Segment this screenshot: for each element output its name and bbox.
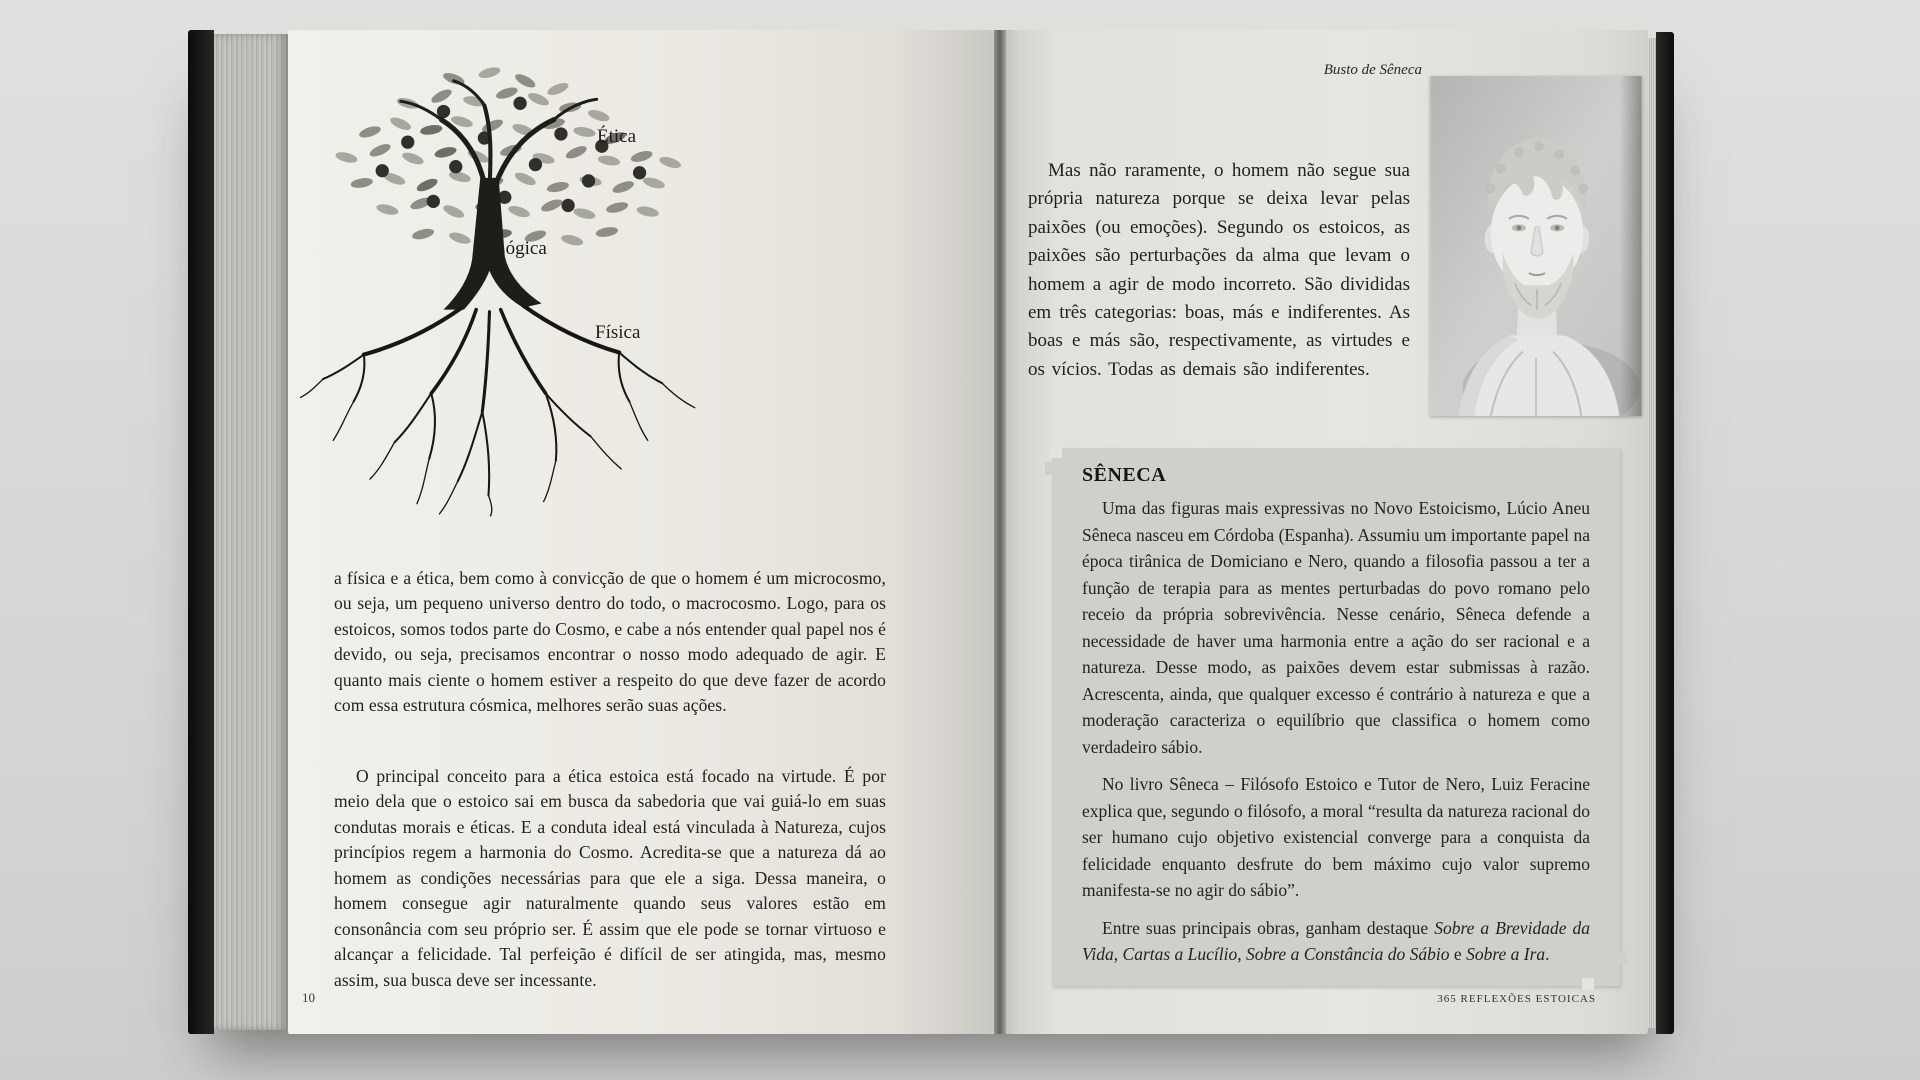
left-page-paragraph-2: O principal conceito para a ética estoica está focado na virtude. É por meio dela que o estoico sai em busca da sabedoria que vai guiá-lo em suas condutas morais e éticas. E a conduta ideal está vinculada à Natureza, cujos princípios regem a harmonia do Cosmo. Acredita-se que a natureza dá ao homem as condições necessárias para que ele a siga. Dessa maneira, o homem consegue agir naturalmente quando seus valores estão em consonância com seu próprio ser. É assim que ele pode se tornar virtuoso e alcançar a felicidade. Tal perfeição é difícil de ser atingida, mas, mesmo assim, sua busca deve ser incessante. [334, 765, 886, 990]
seneca-box-paragraph-3 [1082, 915, 1590, 968]
book-cover-left-edge [188, 30, 214, 1034]
seneca-box-paragraph-2: No livro Sêneca – Filósofo Estoico e Tutor de Nero, Luiz Feracine explica que, segundo o filósofo, a moral “resulta da natureza racional do ser humano cujo objetivo existencial converge para a conquista da felicidade enquanto desfrute do bem máximo cujo valor supremo manifesta-se no agir do sábio”. [1082, 774, 1590, 900]
page-stack-edges-right [1648, 38, 1656, 1028]
works-separator-1: , [1113, 944, 1123, 964]
running-footer: 365 REFLEXÕES ESTOICAS [1437, 993, 1596, 1005]
left-page-paragraph-1: a física e a ética, bem como à convicção de que o homem é um microcosmo, ou seja, um pequeno universo dentro do todo, o macrocosmo. Logo, para os estoicos, somos todos parte do Cosmo, e cabe a nós entender qual papel nos é devido, ou seja, precisamos encontrar o nosso modo adequado de agir. E quanto mais ciente o homem estiver a respeito do que deve fazer de acordo com essa estrutura cósmica, melhores serão suas ações. [334, 567, 886, 715]
page-number: 10 [302, 990, 315, 1005]
right-page-paragraph-1: Mas não raramente, o homem não segue sua própria natureza porque se deixa levar pelas paixões (ou emoções). Segundo os estoicos, as paixões são perturbações da alma que levam o homem a agir de modo incorreto. São divididas em três categorias: boas, más e indiferentes. As boas e más são, respectivamente, as virtudes e os vícios. Todas as demais são indiferentes. [1028, 160, 1410, 380]
stoicism-tree-illustration [290, 40, 740, 520]
works-period: . [1545, 944, 1550, 964]
works-separator-2: , [1237, 944, 1247, 964]
book-gutter-crease [994, 30, 1006, 1034]
tree-label-etica: Ética [597, 126, 637, 147]
seneca-box-paragraph-1: Uma das figuras mais expressivas no Novo Estoicismo, Lúcio Aneu Sêneca nasceu em Córdoba (Espanha). Assumiu um importante papel na época tirânica de Domiciano e Nero, quando a filosofia passou a ter a função de terapia para as mentes perturbadas do povo romano pelo receio da própria sobrevivência. Nesse cenário, Sêneca defende a necessidade de haver uma harmonia entre a ação do ser racional e a natureza. Desse modo, as paixões devem estar submissas à razão. Acrescenta, ainda, que qualquer excesso é contrário à natureza e que a moderação caracteriza o equilíbrio que classifica o homem como verdadeiro sábio. [1082, 498, 1590, 757]
book-cover-right-edge [1656, 32, 1674, 1034]
box-corner-notch-top-left [1050, 446, 1062, 458]
tree-trunk [401, 81, 597, 310]
book-title-cartas-a-lucilio: Cartas a Lucílio [1122, 944, 1238, 964]
seneca-bust-photo [1430, 76, 1642, 416]
book-title-sobre-a-ira: Sobre a Ira [1466, 944, 1546, 964]
works-intro: Entre suas principais obras, ganham destaque [1102, 917, 1435, 938]
works-separator-3: e [1449, 944, 1467, 964]
page-stack-edges-left [214, 34, 288, 1030]
bust-caption: Busto de Sêneca [1323, 62, 1422, 78]
book-title-constancia-do-sabio: Sobre a Constância do Sábio [1246, 944, 1450, 964]
book-title-brevidade-da-vida: Sobre a Brevidade da Vida [1082, 917, 1590, 964]
seneca-box-title: SÊNECA [1082, 464, 1167, 486]
tree-label-logica: Lógica [494, 238, 547, 259]
seneca-info-box [1052, 448, 1620, 986]
box-corner-notch-bottom-right [1582, 978, 1594, 990]
tree-label-fisica: Física [595, 322, 641, 343]
